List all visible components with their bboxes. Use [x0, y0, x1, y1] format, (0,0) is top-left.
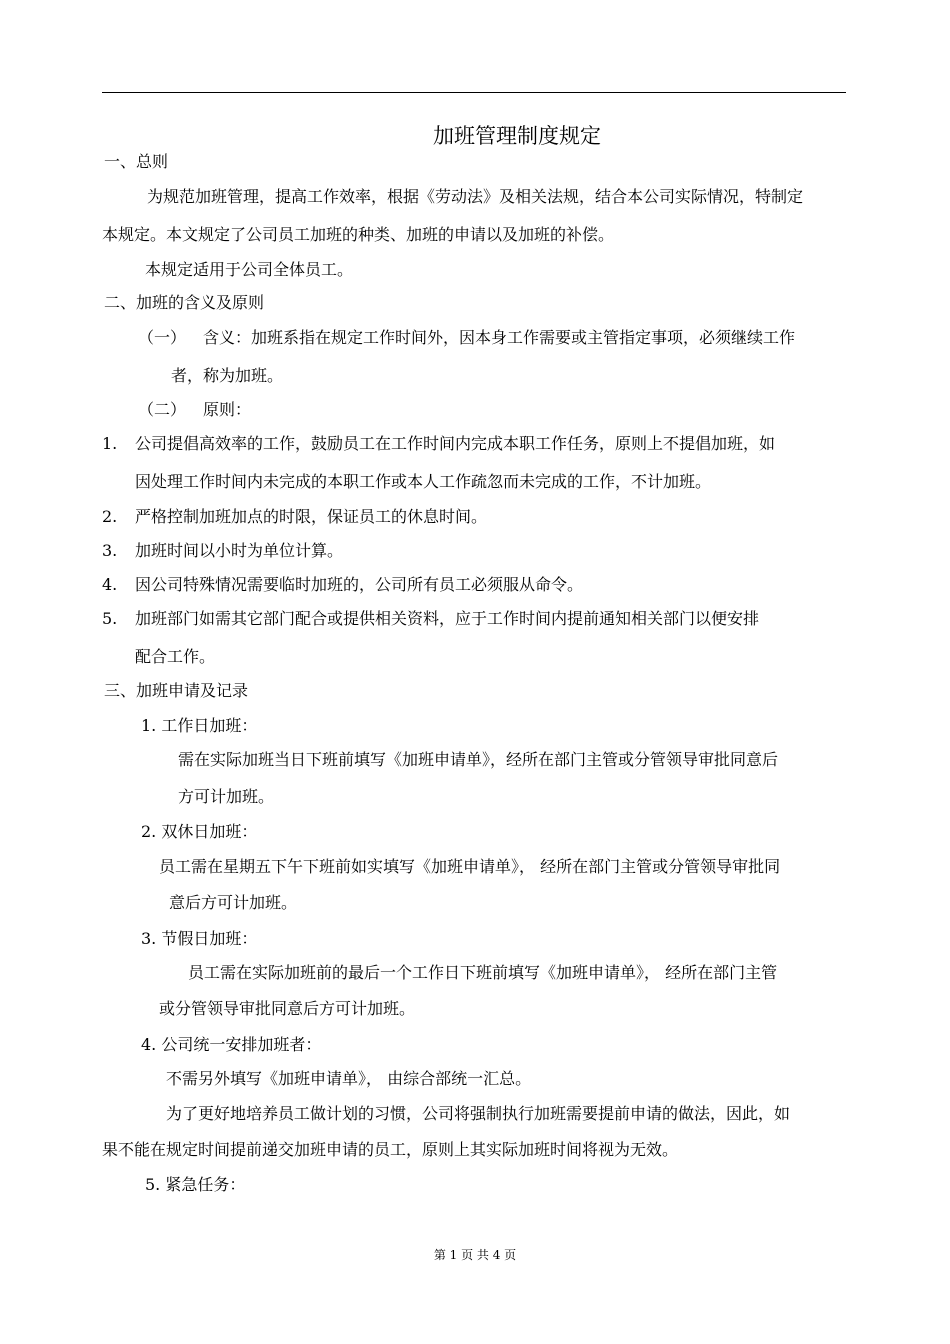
item-5-title: 5. 紧急任务：	[145, 1175, 246, 1194]
item-1-title: 1. 工作日加班：	[141, 716, 258, 735]
note-line-2: 果不能在规定时间提前递交加班申请的员工，原则上其实际加班时间将视为无效。	[102, 1140, 679, 1159]
principle-3-number: 3.	[102, 541, 118, 560]
item-4-title: 4. 公司统一安排加班者：	[141, 1035, 322, 1054]
principle-5-number: 5.	[102, 609, 118, 628]
definition-line-2: 者，称为加班。	[171, 366, 284, 385]
subsection-1-marker: （一）	[138, 328, 187, 347]
page-footer: 第 1 页 共 4 页	[433, 1248, 517, 1262]
item-2-line-2: 意后方可计加班。	[169, 893, 298, 912]
note-line-1: 为了更好地培养员工做计划的习惯，公司将强制执行加班需要提前申请的做法，因此，如	[166, 1104, 791, 1123]
principle-1-line-2: 因处理工作时间内未完成的本职工作或本人工作疏忽而未完成的工作，不计加班。	[135, 472, 712, 491]
principle-3-line-1: 加班时间以小时为单位计算。	[135, 541, 344, 560]
item-3-line-1: 员工需在实际加班前的最后一个工作日下班前填写《加班申请单》， 经所在部门主管	[188, 963, 778, 982]
item-3-line-2: 或分管领导审批同意后方可计加班。	[159, 999, 416, 1018]
section-3-heading: 三、加班申请及记录	[104, 681, 249, 700]
item-4-line-1: 不需另外填写《加班申请单》， 由综合部统一汇总。	[166, 1069, 532, 1088]
section-1-heading: 一、总则	[104, 152, 169, 171]
item-1-line-2: 方可计加班。	[178, 787, 275, 806]
document-title: 加班管理制度规定	[433, 124, 601, 148]
item-1-line-1: 需在实际加班当日下班前填写《加班申请单》，经所在部门主管或分管领导审批同意后	[178, 750, 779, 769]
section-1-paragraph-2: 本规定适用于公司全体员工。	[145, 260, 354, 279]
principle-2-line-1: 严格控制加班加点的时限，保证员工的休息时间。	[135, 507, 488, 526]
principle-1-number: 1.	[102, 434, 118, 453]
principle-5-line-1: 加班部门如需其它部门配合或提供相关资料，应于工作时间内提前通知相关部门以便安排	[135, 609, 760, 628]
principle-4-number: 4.	[102, 575, 118, 594]
definition-line-1: 含义：加班系指在规定工作时间外，因本身工作需要或主管指定事项，必须继续工作	[203, 328, 796, 347]
principles-label: 原则：	[203, 400, 252, 419]
principle-4-line-1: 因公司特殊情况需要临时加班的，公司所有员工必须服从命令。	[135, 575, 584, 594]
section-1-paragraph-1-line-2: 本规定。本文规定了公司员工加班的种类、加班的申请以及加班的补偿。	[102, 225, 615, 244]
item-3-title: 3. 节假日加班：	[141, 929, 258, 948]
item-2-line-1: 员工需在星期五下午下班前如实填写《加班申请单》， 经所在部门主管或分管领导审批同	[159, 857, 781, 876]
subsection-2-marker: （二）	[138, 400, 187, 419]
section-1-paragraph-1-line-1: 为规范加班管理，提高工作效率，根据《劳动法》及相关法规，结合本公司实际情况，特制定	[147, 187, 804, 206]
header-rule	[102, 92, 846, 93]
section-2-heading: 二、加班的含义及原则	[104, 293, 265, 312]
principle-1-line-1: 公司提倡高效率的工作，鼓励员工在工作时间内完成本职工作任务，原则上不提倡加班，如	[135, 434, 776, 453]
item-2-title: 2. 双休日加班：	[141, 822, 258, 841]
principle-5-line-2: 配合工作。	[135, 647, 216, 666]
principle-2-number: 2.	[102, 507, 118, 526]
